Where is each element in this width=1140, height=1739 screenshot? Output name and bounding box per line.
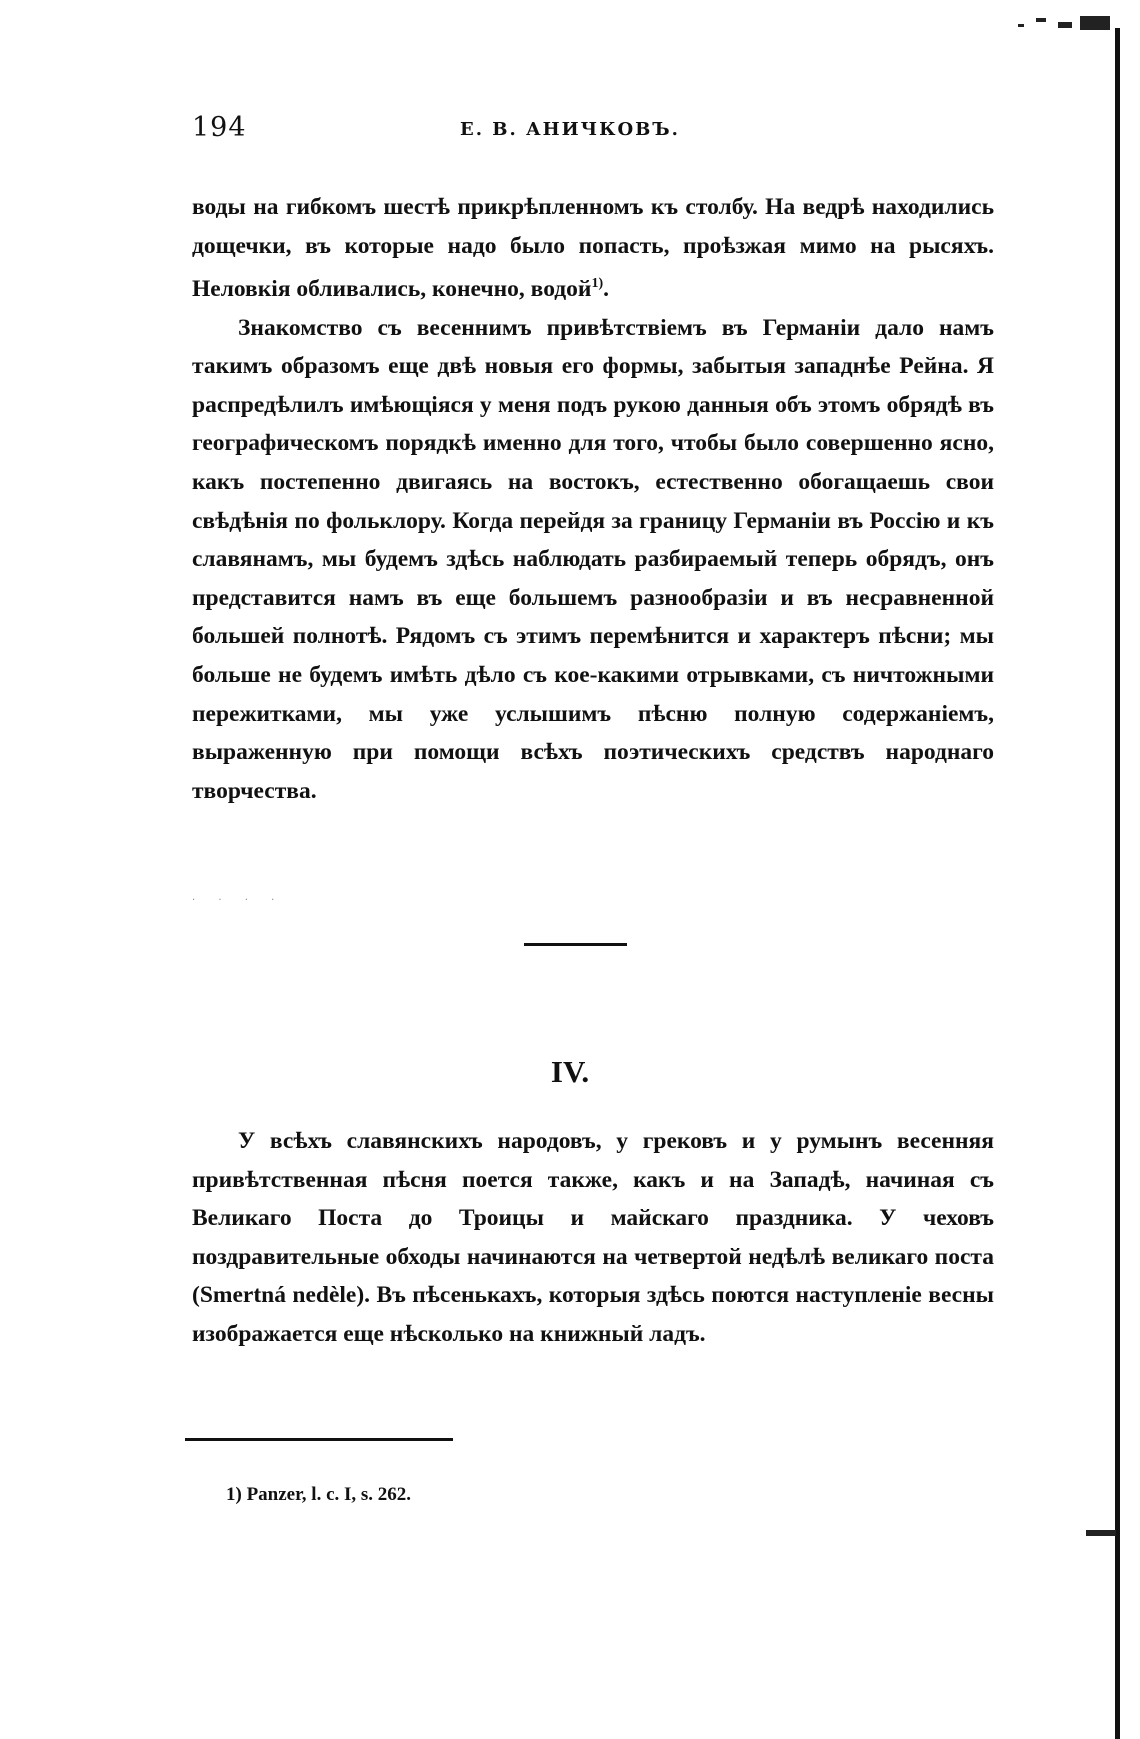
footnote: 1) Panzer, l. c. I, s. 262. xyxy=(226,1484,412,1505)
sentence-end: . xyxy=(603,276,610,303)
scan-specks: · · · · xyxy=(192,895,285,906)
paragraph: Знакомство съ весеннимъ привѣтствіемъ въ Германіи дало намъ такимъ образомъ еще двѣ новыя его формы, забытыя западнѣе Рейна. Я распредѣлилъ имѣющіяся у меня подъ рукою данныя объ этомъ обрядѣ въ географическомъ порядкѣ именно для того, чтобы было совершенно ясно, какъ постепенно двигаясь на востокъ, естественно обогащаешь свои свѣдѣнія по фольклору. Когда перейдя за границу Германіи въ Россію и къ славянамъ, мы будемъ здѣсь наблюдать разбираемый теперь обрядъ, онъ представится намъ въ еще большемъ разнообразіи и въ несравненной большей полнотѣ. Рядомъ съ этимъ перемѣнится и характеръ пѣсни; мы больше не будемъ имѣть дѣло съ кое-какими отрывками, съ ничтожными пережитками, мы уже услышимъ пѣсню полную содержаніемъ, выраженную при помощи всѣхъ поэтическихъ средствъ народнаго творчества. xyxy=(192,314,994,804)
paragraph: У всѣхъ славянскихъ народовъ, у грековъ и у румынъ весенняя привѣтственная пѣсня поется также, какъ и на Западѣ, начиная съ Великаго Поста до Троицы и майскаго праздника. У чеховъ поздравительные обходы начинаются на четвертой недѣлѣ великаго поста (Smertná nedèle). Въ пѣсенькахъ, которыя здѣсь поются наступленіе весны изображается еще нѣсколько на книжный ладъ. xyxy=(192,1128,994,1347)
footnote-reference: 1) xyxy=(591,276,604,292)
scan-artifact-top xyxy=(1018,14,1118,34)
section-heading: IV. xyxy=(550,1054,590,1089)
page-header xyxy=(192,112,994,152)
paragraph-continued xyxy=(192,188,994,309)
running-head: Е. В. АНИЧКОВЪ. xyxy=(460,119,680,140)
scan-edge-border xyxy=(1115,28,1120,1739)
page-number: 194 xyxy=(192,112,247,143)
paragraph-text: воды на гибкомъ шестѣ прикрѣпленномъ къ столбу. На ведрѣ находились дощечки, въ которые надо было попасть, проѣзжая мимо на рысяхъ. Неловкія обливались, конечно, водой xyxy=(192,194,994,303)
scan-artifact-mark xyxy=(1086,1530,1116,1536)
section-separator xyxy=(524,943,627,946)
body-text-bottom xyxy=(192,1122,994,1354)
footnote-rule xyxy=(185,1438,453,1441)
body-text-top xyxy=(192,188,994,810)
